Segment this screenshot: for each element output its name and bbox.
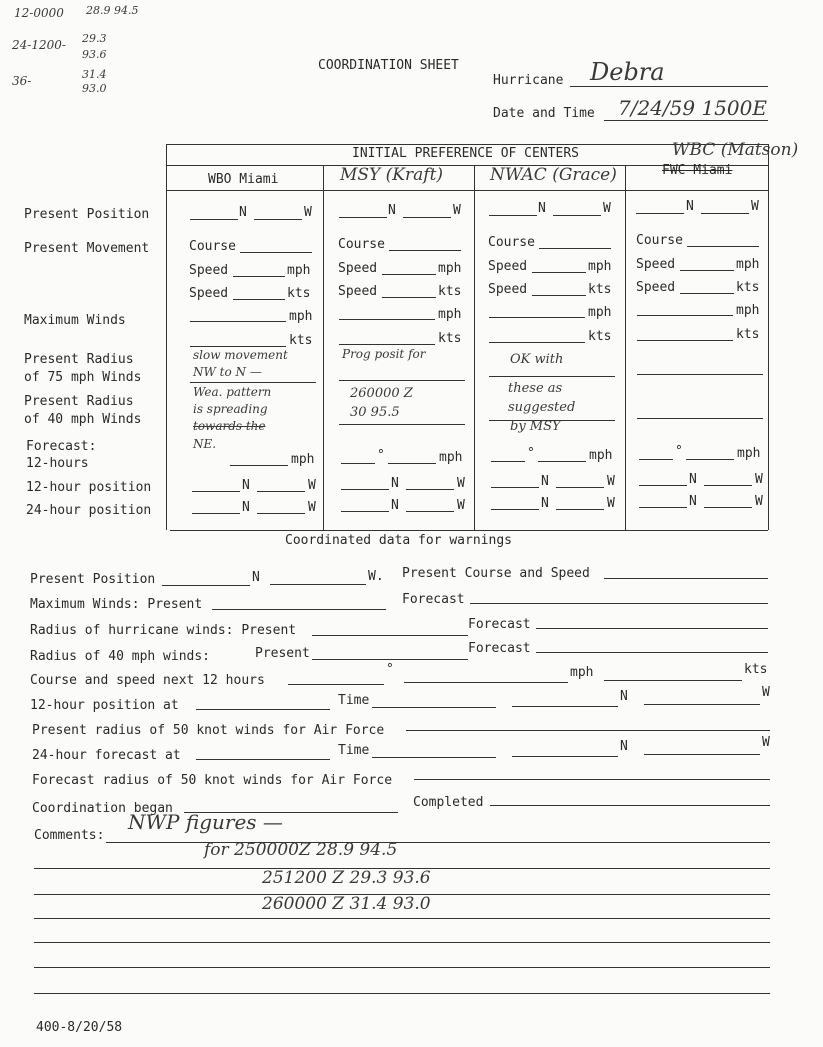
cd-radius-hurricane-label: Radius of hurricane winds: Present — [30, 623, 297, 638]
c2-24h-n: N — [391, 498, 399, 513]
corner-note-8: 93.0 — [82, 82, 107, 95]
cd-max-winds-forecast-label: Forecast — [402, 592, 465, 607]
comments-line-1: NWP figures — — [128, 810, 283, 834]
c4-24h-w: W — [755, 494, 763, 509]
c2-course: Course — [338, 237, 385, 252]
c3-24h-w: W — [607, 496, 615, 511]
c2-mph: mph — [438, 261, 462, 276]
cd-radius-40-forecast-label: Forecast — [468, 641, 531, 656]
c3-course: Course — [488, 235, 535, 250]
c2-speed: Speed — [338, 261, 378, 276]
cd-coord-began-label: Coordination began — [32, 801, 173, 816]
c1-24h-n: N — [242, 500, 250, 515]
cd-radius50-af-label: Present radius of 50 knot winds for Air Force — [32, 723, 385, 738]
cd-n: N — [252, 570, 260, 585]
c2-note-3: 30 95.5 — [350, 405, 400, 420]
cd-forecast24-time-label: Time — [338, 743, 370, 758]
c3-speed2: Speed — [488, 282, 528, 297]
c3-12h-n: N — [541, 474, 549, 489]
c3-w: W — [603, 201, 611, 216]
sheet-title: COORDINATION SHEET — [318, 58, 459, 73]
c2-n: N — [388, 203, 396, 218]
c1-speed: Speed — [189, 263, 229, 278]
cd-forecast24-label: 24-hour forecast at — [32, 748, 181, 763]
c2-kts: kts — [438, 284, 462, 299]
datetime-line — [604, 120, 768, 121]
c4-forecast-deg: ° — [675, 444, 683, 459]
c4-mph: mph — [736, 257, 760, 272]
corner-note-1: 12-0000 — [14, 6, 64, 20]
coordinated-title: Coordinated data for warnings — [285, 533, 512, 548]
corner-note-2: 28.9 94.5 — [86, 4, 139, 17]
cd-pos12-n: N — [620, 689, 628, 704]
table-col-divider-2 — [474, 165, 475, 530]
table-left-border — [166, 144, 167, 530]
cd-radius-40-label: Radius of 40 mph winds: — [30, 649, 211, 664]
row-label-forecast-line2: 12-hours — [26, 456, 89, 471]
cd-course-speed-12-label: Course and speed next 12 hours — [30, 673, 265, 688]
row-label-radius40-line1: Present Radius — [24, 394, 134, 409]
c1-note-4: is spreading — [193, 402, 268, 416]
c4-speed2: Speed — [636, 280, 676, 295]
corner-note-4: 29.3 — [82, 32, 107, 45]
datetime-value: 7/24/59 1500E — [618, 96, 767, 120]
corner-note-3: 24-1200- — [12, 38, 66, 52]
c3-speed: Speed — [488, 259, 528, 274]
table-col-divider-3 — [625, 165, 626, 530]
c1-note-2: NW to N — — [193, 365, 262, 379]
c4-12h-n: N — [689, 472, 697, 487]
c1-speed2: Speed — [189, 286, 229, 301]
column-header-nwac: NWAC (Grace) — [490, 165, 617, 185]
cd-forecast24-w: W — [762, 735, 770, 750]
cd-max-winds-label: Maximum Winds: Present — [30, 597, 203, 612]
c3-mph: mph — [588, 259, 612, 274]
c2-w: W — [453, 203, 461, 218]
c4-24h-n: N — [689, 494, 697, 509]
cd-radius-hurricane-forecast-label: Forecast — [468, 617, 531, 632]
c3-n: N — [538, 201, 546, 216]
cd-pos12-time-label: Time — [338, 693, 370, 708]
c2-maxwind-kts: kts — [438, 331, 462, 346]
c4-kts: kts — [736, 280, 760, 295]
c3-forecast-mph: mph — [589, 448, 613, 463]
c4-w: W — [751, 199, 759, 214]
table-header-rule — [166, 190, 768, 191]
table-right-border — [768, 144, 769, 530]
c1-note-3: Wea. pattern — [193, 385, 272, 399]
c1-note-5: towards the — [193, 419, 266, 433]
hurricane-line — [570, 86, 768, 87]
c1-note-1: slow movement — [193, 348, 288, 362]
row-label-forecast-line1: Forecast: — [26, 439, 97, 454]
c2-forecast-mph: mph — [439, 450, 463, 465]
hurricane-value: Debra — [590, 58, 665, 86]
c1-12h-n: N — [242, 478, 250, 493]
c1-maxwind-kts: kts — [289, 333, 313, 348]
row-label-present-position: Present Position — [24, 207, 150, 222]
comments-line-3: 251200 Z 29.3 93.6 — [262, 868, 431, 888]
cd-deg: ° — [386, 662, 394, 677]
c3-kts: kts — [588, 282, 612, 297]
c1-note-6: NE. — [193, 437, 217, 451]
c3-note-4: by MSY — [510, 419, 561, 434]
row-label-radius75-line1: Present Radius — [24, 352, 134, 367]
c2-note-2: 260000 Z — [350, 386, 413, 401]
c1-mph: mph — [287, 263, 311, 278]
c3-note-1: OK with — [510, 352, 564, 367]
comments-label: Comments: — [34, 828, 105, 843]
row-label-present-movement: Present Movement — [24, 241, 150, 256]
c1-maxwind-mph: mph — [289, 309, 313, 324]
c1-forecast-mph: mph — [291, 452, 315, 467]
table-bottom-border — [170, 530, 768, 531]
c3-24h-n: N — [541, 496, 549, 511]
cd-present-position-label: Present Position — [30, 572, 156, 587]
table-col-divider-1 — [323, 165, 324, 530]
c3-forecast-deg: ° — [527, 446, 535, 461]
column-header-fwc-miami: FWC Miami — [662, 163, 733, 178]
c1-24h-w: W — [308, 500, 316, 515]
c2-forecast-deg: ° — [377, 448, 385, 463]
c3-12h-w: W — [607, 474, 615, 489]
datetime-label: Date and Time — [493, 106, 595, 121]
cd-present-course-speed-label: Present Course and Speed — [402, 566, 590, 581]
c3-note-3: suggested — [508, 400, 576, 415]
c4-12h-w: W — [755, 472, 763, 487]
corner-note-7: 31.4 — [82, 68, 107, 81]
comments-line-2: for 250000Z 28.9 94.5 — [204, 840, 398, 860]
c2-maxwind-mph: mph — [438, 307, 462, 322]
c4-maxwind-kts: kts — [736, 327, 760, 342]
table-title: INITIAL PREFERENCE OF CENTERS — [352, 146, 579, 161]
cd-w: W. — [368, 569, 384, 584]
corner-note-5: 93.6 — [82, 48, 107, 61]
column-header-wbc-override: WBC (Matson) — [672, 140, 799, 160]
cd-kts: kts — [744, 662, 768, 677]
c1-12h-w: W — [308, 478, 316, 493]
corner-note-6: 36- — [12, 74, 32, 88]
cd-completed-label: Completed — [413, 795, 484, 810]
row-label-maximum-winds: Maximum Winds — [24, 313, 126, 328]
cd-forecast24-n: N — [620, 739, 628, 754]
cd-mph: mph — [570, 665, 594, 680]
c2-speed2: Speed — [338, 284, 378, 299]
hurricane-label: Hurricane — [493, 73, 564, 88]
c1-course: Course — [189, 239, 236, 254]
cd-radius-40-present-label: Present — [255, 646, 310, 661]
row-label-radius75-line2: of 75 mph Winds — [24, 370, 142, 385]
c1-kts: kts — [287, 286, 311, 301]
c4-forecast-mph: mph — [737, 446, 761, 461]
row-label-12-hour-position: 12-hour position — [26, 480, 152, 495]
c3-note-2: these as — [508, 381, 563, 396]
c2-note-1: Prog posit for — [342, 347, 426, 361]
c2-12h-n: N — [391, 476, 399, 491]
form-number: 400-8/20/58 — [36, 1020, 123, 1035]
row-label-24-hour-position: 24-hour position — [26, 503, 152, 518]
c1-w: W — [304, 205, 312, 220]
c4-speed: Speed — [636, 257, 676, 272]
column-header-msy: MSY (Kraft) — [340, 165, 444, 185]
c3-maxwind-kts: kts — [588, 329, 612, 344]
c2-24h-w: W — [457, 498, 465, 513]
cd-pos12-w: W — [762, 685, 770, 700]
c2-12h-w: W — [457, 476, 465, 491]
row-label-radius40-line2: of 40 mph Winds — [24, 412, 142, 427]
comments-line-4: 260000 Z 31.4 93.0 — [262, 894, 431, 914]
column-header-wbo-miami: WBO Miami — [208, 172, 279, 187]
c4-n: N — [686, 199, 694, 214]
cd-forecast-radius50-label: Forecast radius of 50 knot winds for Air Force — [32, 773, 393, 788]
c1-n: N — [239, 205, 247, 220]
cd-pos12-label: 12-hour position at — [30, 698, 179, 713]
c3-maxwind-mph: mph — [588, 305, 612, 320]
c4-maxwind-mph: mph — [736, 303, 760, 318]
c4-course: Course — [636, 233, 683, 248]
